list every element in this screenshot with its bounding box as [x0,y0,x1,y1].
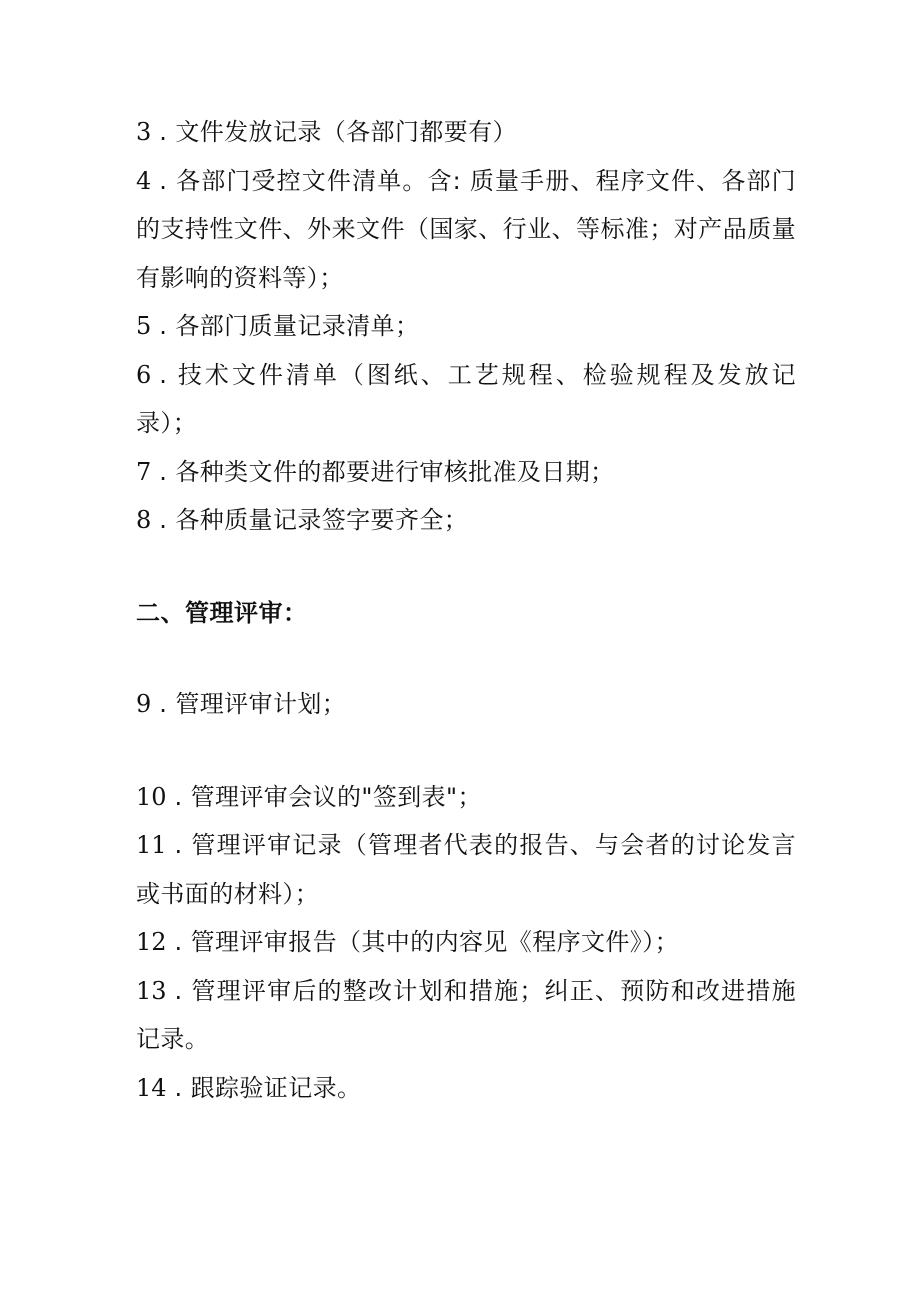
item-text: . 管理评审报告（其中的内容见《程序文件》）； [174,928,680,956]
item-text: . 各种类文件的都要进行审核批准及日期； [159,457,615,486]
item-number: 9 [136,690,152,718]
list-item-9 [136,680,796,729]
section-heading: 二、管理评审： [136,598,308,627]
item-text: . 管理评审计划； [159,690,347,718]
item-text: . 技术文件清单（图纸、工艺规程、检验规程及发放记录）； [136,360,796,437]
list-item-6 [136,351,796,448]
item-number: 5 [136,312,152,340]
item-number: 11 [136,831,167,859]
item-text: . 文件发放记录（各部门都要有） [159,118,517,146]
item-text: . 各部门受控文件清单。含: 质量手册、程序文件、各部门的支持性文件、外来文件（国家、行业、等标准；对产品质量有影响的资料等）； [136,166,796,292]
item-number: 6 [136,360,152,389]
document-body [136,108,796,1112]
item-number: 8 [136,506,152,534]
list-item-10 [136,773,796,822]
item-number: 10 [136,782,167,811]
list-item-12 [136,918,796,967]
item-number: 14 [136,1073,167,1102]
list-item-13 [136,967,796,1064]
list-item-11 [136,821,796,918]
item-text: . 管理评审记录（管理者代表的报告、与会者的讨论发言或书面的材料）； [136,831,796,908]
item-number: 7 [136,457,152,486]
item-number: 4 [136,166,152,195]
item-text: . 各种质量记录签字要齐全； [159,506,469,534]
item-number: 12 [136,928,167,956]
list-item-8 [136,496,796,545]
list-item-7 [136,448,796,497]
item-number: 3 [136,118,152,146]
item-text: . 各部门质量记录清单； [159,312,420,340]
item-number: 13 [136,976,167,1005]
item-text: . 管理评审会议的"签到表"； [174,782,482,811]
list-item-3 [136,108,796,157]
list-item-4 [136,157,796,303]
list-item-5 [136,302,796,351]
item-text: . 跟踪验证记录。 [174,1073,362,1102]
list-item-14 [136,1064,796,1113]
item-text: . 管理评审后的整改计划和措施；纠正、预防和改进措施记录。 [136,976,796,1053]
